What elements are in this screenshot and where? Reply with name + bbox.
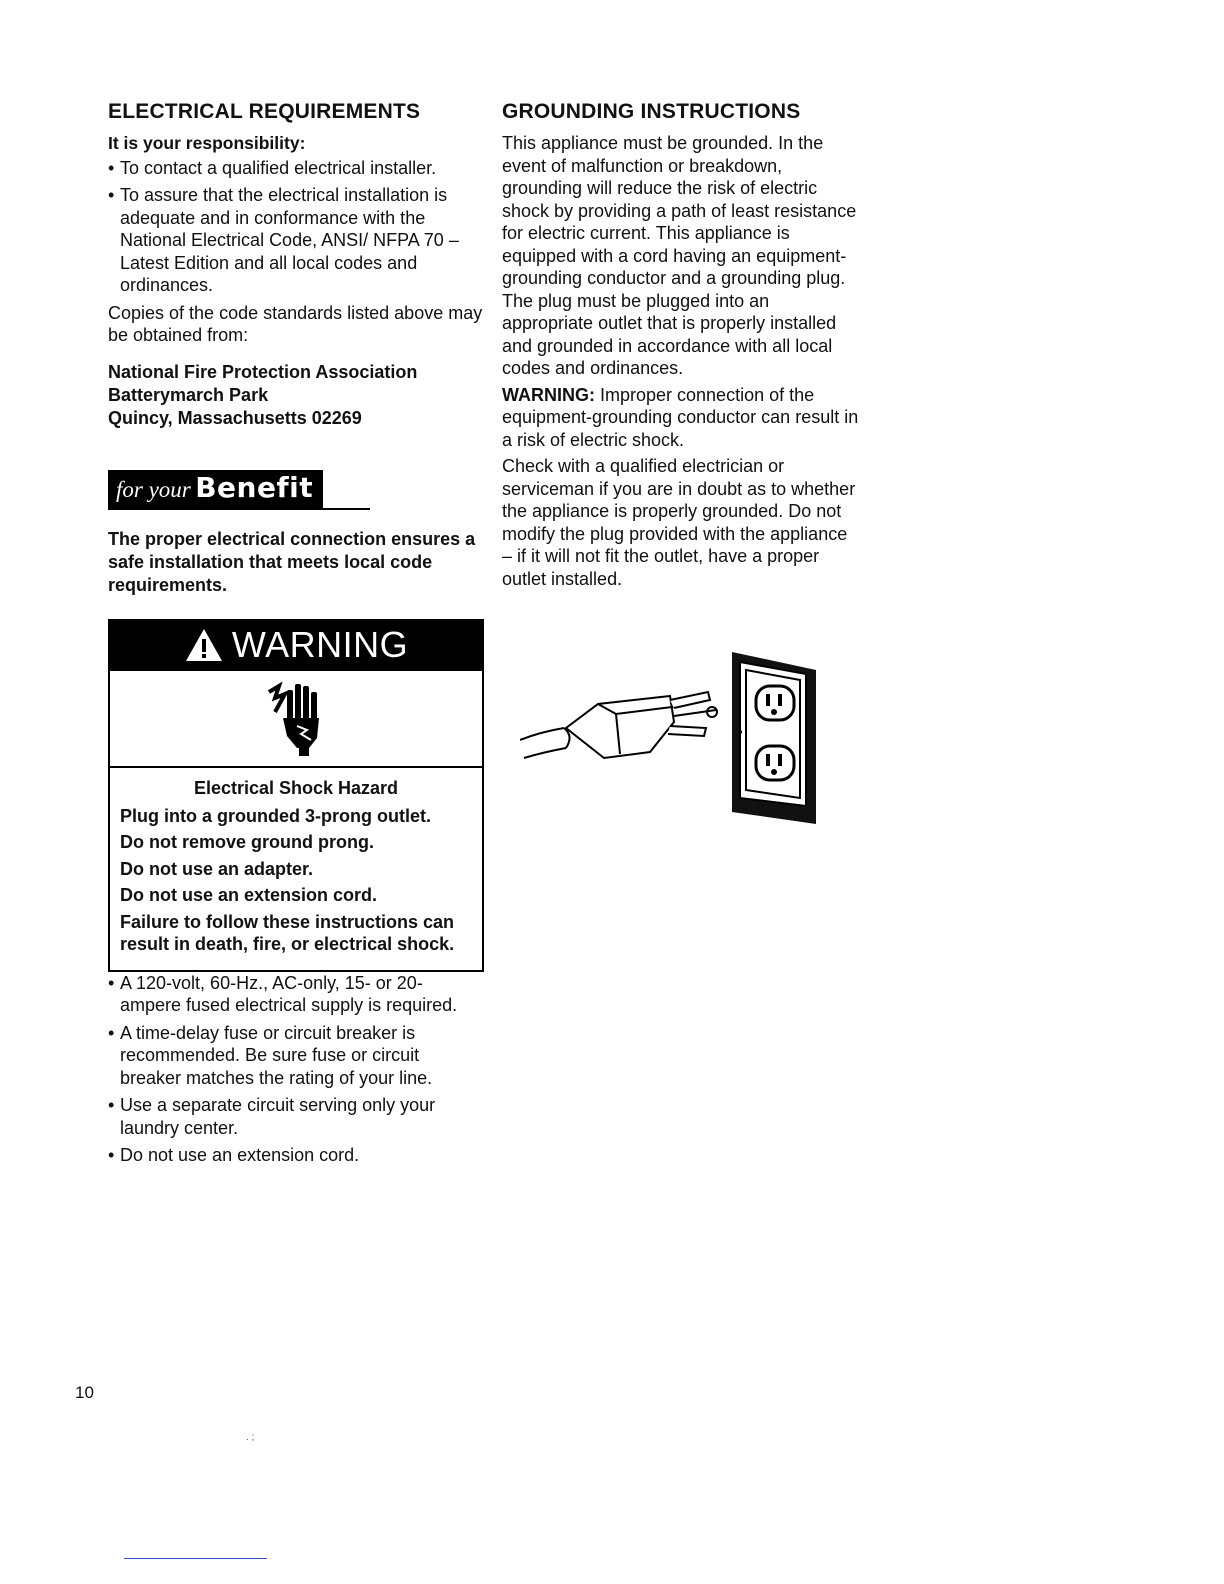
right-column — [502, 100, 862, 594]
warning-line: Plug into a grounded 3-prong outlet. — [120, 805, 431, 826]
warning-header — [110, 619, 482, 671]
warning-line: Do not use an adapter. — [120, 858, 314, 879]
warning-text: Improper connection of the equipment-grounding conductor can result in a risk of electric shock. — [502, 384, 859, 450]
electric-shock-hand-icon — [110, 671, 482, 768]
copies-text: Copies of the code standards listed above may be obtained from: — [108, 302, 483, 345]
grounding-instructions-heading: GROUNDING INSTRUCTIONS — [502, 100, 801, 123]
warning-label: WARNING: — [502, 384, 595, 405]
list-item: • To contact a qualified electrical installer. — [108, 157, 483, 180]
warning-line: Do not remove ground prong. — [120, 832, 374, 852]
warning-title: WARNING — [231, 623, 409, 665]
address-line: Quincy, Massachusetts 02269 — [108, 407, 362, 428]
benefit-text: Benefit — [195, 470, 314, 504]
responsibility-list — [108, 157, 483, 297]
left-column — [108, 100, 483, 1172]
address-line: National Fire Protection Association — [108, 361, 418, 382]
benefit-statement — [108, 528, 483, 597]
check-electrician-paragraph: Check with a qualified electrician or serviceman if you are in doubt as to whether the appliance is properly grounded. Do not modify the plug provided with the appliance – if it will not fit the outlet, have a proper outlet installed. — [502, 456, 856, 589]
nfpa-address — [108, 361, 483, 430]
warning-line: Do not use an extension cord. — [120, 885, 378, 905]
warning-triangle-icon — [184, 627, 224, 663]
list-item: • Use a separate circuit serving only your laundry center. — [108, 1094, 483, 1139]
warning-box — [108, 619, 484, 972]
grounding-warning-paragraph — [502, 384, 862, 452]
for-your-benefit-banner — [108, 470, 323, 508]
supply-requirements-list — [108, 972, 483, 1167]
bottom-rule — [124, 1558, 267, 1559]
warning-body — [110, 768, 482, 970]
for-your-text: for your — [116, 476, 191, 502]
list-item: • Do not use an extension cord. — [108, 1144, 483, 1167]
warning-line: Failure to follow these instructions can result in death, fire, or electrical shock. — [120, 911, 455, 954]
plug-and-outlet-illustration — [520, 648, 820, 828]
list-item: • A 120-volt, 60-Hz., AC-only, 15- or 20-ampere fused electrical supply is required. — [108, 972, 483, 1017]
benefit-statement-text: The proper electrical connection ensures a safe installation that meets local code requirements. — [108, 528, 476, 595]
scan-mark: . ; — [246, 1432, 255, 1443]
banner-underline — [108, 508, 370, 510]
list-item: • A time-delay fuse or circuit breaker is recommended. Be sure fuse or circuit breaker matches the rating of your line. — [108, 1022, 483, 1090]
address-line: Batterymarch Park — [108, 384, 269, 405]
electrical-requirements-heading: ELECTRICAL REQUIREMENTS — [108, 100, 421, 123]
grounding-paragraph: This appliance must be grounded. In the event of malfunction or breakdown, grounding will reduce the risk of electric shock by providing a path of least resistance for electric current. This appliance is equipped with a cord having an equipment-grounding conductor and a grounding plug. The plug must be plugged into an appropriate outlet that is properly installed and grounded in accordance with all local codes and ordinances. — [502, 133, 857, 378]
page-number: 10 — [75, 1383, 94, 1402]
responsibility-lead: It is your responsibility: — [108, 133, 306, 153]
hazard-title: Electrical Shock Hazard — [193, 777, 399, 798]
list-item: • To assure that the electrical installation is adequate and in conformance with the National Electrical Code, ANSI/ NFPA 70 – Latest Edition and all local codes and ordinances. — [108, 184, 483, 297]
